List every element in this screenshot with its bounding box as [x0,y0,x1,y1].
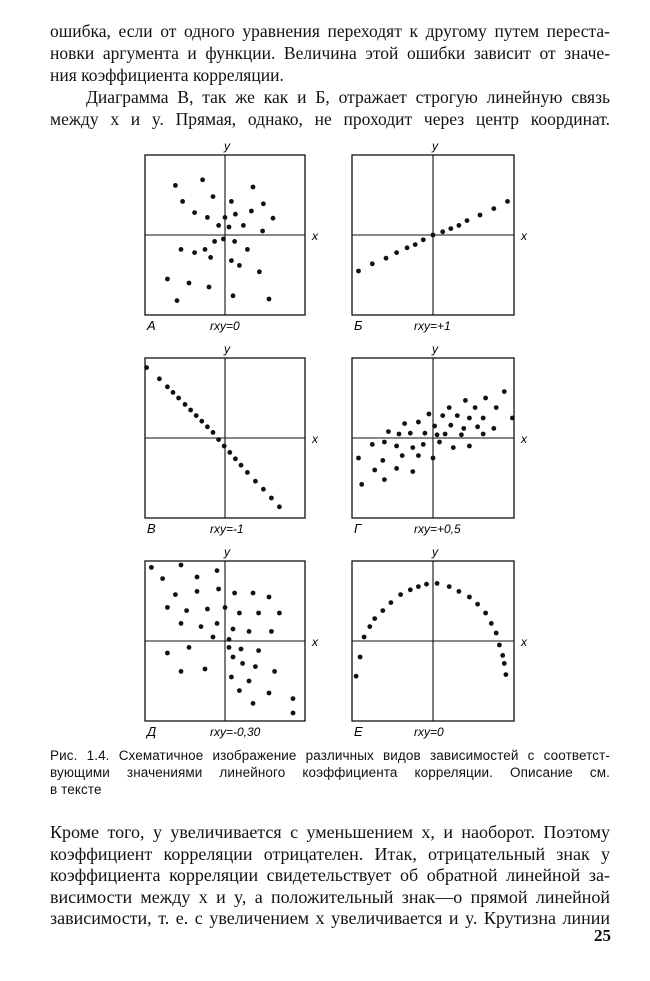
text-line: коэффициент корреляции отрицателен. Итак, отрицательный знак у [50,843,610,864]
data-point [358,655,363,660]
data-point [216,437,221,442]
panel-letter: Д [147,724,157,739]
x-axis-label: x [312,229,318,243]
data-point [251,591,256,596]
scatter-panel-1 [145,139,319,333]
data-point [261,201,266,206]
text-line: коэффициента корреляции свидетельствует об обратной линейной за- [50,865,610,885]
data-point [232,591,237,596]
data-point [461,426,466,431]
data-point [408,587,413,592]
data-point [359,482,364,487]
data-point [475,602,480,607]
y-axis-label: y [224,342,230,356]
data-point [205,424,210,429]
correlation-label: rxy=-0,30 [210,725,261,739]
data-point [256,648,261,653]
data-point [370,261,375,266]
data-point [394,444,399,449]
data-point [231,655,236,660]
data-point [227,637,232,642]
data-point [247,679,252,684]
page-number: 25 [594,926,611,945]
data-point [416,453,421,458]
data-point [165,277,170,282]
data-point [233,212,238,217]
data-point [272,669,277,674]
data-point [184,608,189,613]
data-point [356,456,361,461]
data-point [200,177,205,182]
data-point [435,432,440,437]
data-point [432,424,437,429]
data-point [491,426,496,431]
data-point [459,432,464,437]
data-point [405,245,410,250]
scatter-panel-5 [145,545,319,739]
text-line: ния коэффициента корреляции. [50,65,284,85]
scatter-panel-2 [352,139,528,333]
data-point [256,611,261,616]
data-point [223,605,228,610]
data-point [413,242,418,247]
data-point [241,223,246,228]
data-point [389,600,394,605]
data-point [215,568,220,573]
data-point [227,645,232,650]
data-point [491,206,496,211]
data-point [231,293,236,298]
data-point [211,194,216,199]
panel-letter: В [147,521,156,536]
data-point [443,432,448,437]
data-point [372,616,377,621]
data-point [165,651,170,656]
data-point [400,453,405,458]
data-point [437,440,442,445]
correlation-label: rxy=+1 [414,319,451,333]
data-point [216,587,221,592]
data-point [408,431,413,436]
data-point [223,215,228,220]
data-point [367,624,372,629]
data-point [489,621,494,626]
data-point [382,440,387,445]
data-point [483,611,488,616]
x-axis-label: x [312,432,318,446]
data-point [229,675,234,680]
data-point [239,463,244,468]
x-axis-label: x [521,635,527,649]
data-point [502,661,507,666]
data-point [354,674,359,679]
data-point [435,581,440,586]
data-point [187,645,192,650]
data-point [192,210,197,215]
data-point [222,444,227,449]
data-point [267,691,272,696]
y-axis-label: y [432,545,438,559]
data-point [440,229,445,234]
data-point [187,281,192,286]
text-line: Кроме того, y увеличивается с уменьшением x, и наоборот. Поэтому [50,822,610,842]
data-point [421,237,426,242]
data-point [431,233,436,238]
text-line: новки аргумента и функции. Величина этой ошибки зависит от значе- [50,43,610,63]
data-point [505,199,510,204]
data-point [245,247,250,252]
data-point [157,376,162,381]
data-point [457,589,462,594]
data-point [195,575,200,580]
data-point [203,667,208,672]
figure-caption [50,747,610,798]
data-point [483,396,488,401]
data-point [410,445,415,450]
data-point [467,595,472,600]
data-point [208,255,213,260]
data-point [215,621,220,626]
paragraph-bottom [50,822,610,930]
data-point [427,412,432,417]
scatter-panel-6 [352,545,528,739]
text-line: ошибка, если от одного уравнения переходят к другому путем переста- [50,21,610,41]
x-axis-label: x [521,432,527,446]
data-point [195,589,200,594]
data-point [160,576,165,581]
data-point [497,643,502,648]
text-line: Диаграмма В, так же как и Б, отражает строгую линейную связь [86,87,610,107]
text-line: висимости между x и y, а положительный знак—о прямой линейной [50,886,610,907]
data-point [291,696,296,701]
text-line: между x и y. Прямая, однако, не проходит через центр координат. [50,109,610,129]
data-point [257,269,262,274]
data-point [448,226,453,231]
data-point [455,413,460,418]
data-point [232,239,237,244]
data-point [370,442,375,447]
data-point [239,647,244,652]
data-point [481,432,486,437]
caption-line: вующими значениями линейного коэффициента корреляции. Описание см. [50,765,610,780]
correlation-label: rxy=0 [210,319,240,333]
correlation-label: rxy=0 [414,725,444,739]
data-point [502,389,507,394]
data-point [180,199,185,204]
data-point [205,607,210,612]
data-point [467,444,472,449]
data-point [175,298,180,303]
data-point [478,213,483,218]
data-point [240,661,245,666]
data-point [473,405,478,410]
data-point [421,442,426,447]
data-point [176,396,181,401]
data-point [199,624,204,629]
correlation-label: rxy=-1 [210,522,244,536]
data-point [221,237,226,242]
scatter-panel-4 [352,342,528,536]
y-axis-label: y [224,139,230,153]
data-point [229,199,234,204]
data-point [251,185,256,190]
y-axis-label: y [432,139,438,153]
data-point [237,611,242,616]
data-point [227,225,232,230]
data-point [194,413,199,418]
data-point [440,413,445,418]
data-point [231,627,236,632]
data-point [277,611,282,616]
data-point [237,688,242,693]
data-point [423,431,428,436]
text-line: зависимости, т. е. с увеличением x увеличивается и y. Крутизна линии [50,908,610,928]
data-point [203,247,208,252]
panel-letter: Б [354,318,363,333]
data-point [398,592,403,597]
data-point [144,365,149,370]
y-axis-label: y [432,342,438,356]
data-point [149,565,154,570]
scatter-panel-3 [144,342,319,536]
data-point [463,398,468,403]
y-axis-label: y [224,545,230,559]
data-point [165,605,170,610]
data-point [199,419,204,424]
data-point [386,429,391,434]
caption-line: в тексте [50,782,102,797]
data-point [416,584,421,589]
data-point [475,424,480,429]
data-point [227,450,232,455]
data-point [481,416,486,421]
data-point [205,215,210,220]
data-point [380,608,385,613]
x-axis-label: x [521,229,527,243]
data-point [251,701,256,706]
data-point [362,635,367,640]
data-point [380,458,385,463]
data-point [394,250,399,255]
data-point [384,256,389,261]
data-point [179,247,184,252]
data-point [267,297,272,302]
data-point [267,595,272,600]
data-point [465,218,470,223]
data-point [271,216,276,221]
correlation-label: rxy=+0,5 [414,522,461,536]
data-point [233,456,238,461]
data-point [237,263,242,268]
data-point [277,504,282,509]
panel-letter: А [147,318,156,333]
data-point [212,239,217,244]
data-point [247,629,252,634]
data-point [372,468,377,473]
data-point [457,223,462,228]
data-point [179,669,184,674]
data-point [431,456,436,461]
data-point [179,563,184,568]
data-point [260,229,265,234]
data-point [382,477,387,482]
data-point [171,390,176,395]
data-point [179,621,184,626]
data-point [397,432,402,437]
data-point [192,250,197,255]
data-point [253,664,258,669]
data-point [451,445,456,450]
data-point [173,592,178,597]
data-point [500,653,505,658]
data-point [504,672,509,677]
data-point [447,405,452,410]
data-point [188,408,193,413]
data-point [269,629,274,634]
data-point [229,258,234,263]
data-point [216,223,221,228]
panel-letter: Е [354,724,363,739]
data-point [269,496,274,501]
data-point [253,479,258,484]
data-point [211,430,216,435]
data-point [448,423,453,428]
data-point [245,470,250,475]
data-point [207,285,212,290]
data-point [356,269,361,274]
data-point [494,405,499,410]
data-point [173,183,178,188]
data-point [291,711,296,716]
data-point [261,487,266,492]
data-point [249,209,254,214]
data-point [416,420,421,425]
x-axis-label: x [312,635,318,649]
data-point [424,582,429,587]
data-point [410,469,415,474]
data-point [494,631,499,636]
data-point [402,421,407,426]
data-point [510,416,515,421]
data-point [183,402,188,407]
data-point [467,416,472,421]
data-point [447,584,452,589]
data-point [165,384,170,389]
panel-letter: Г [354,521,362,536]
data-point [211,635,216,640]
caption-line: Рис. 1.4. Схематичное изображение различных видов зависимостей с соответст- [50,748,610,763]
data-point [394,466,399,471]
